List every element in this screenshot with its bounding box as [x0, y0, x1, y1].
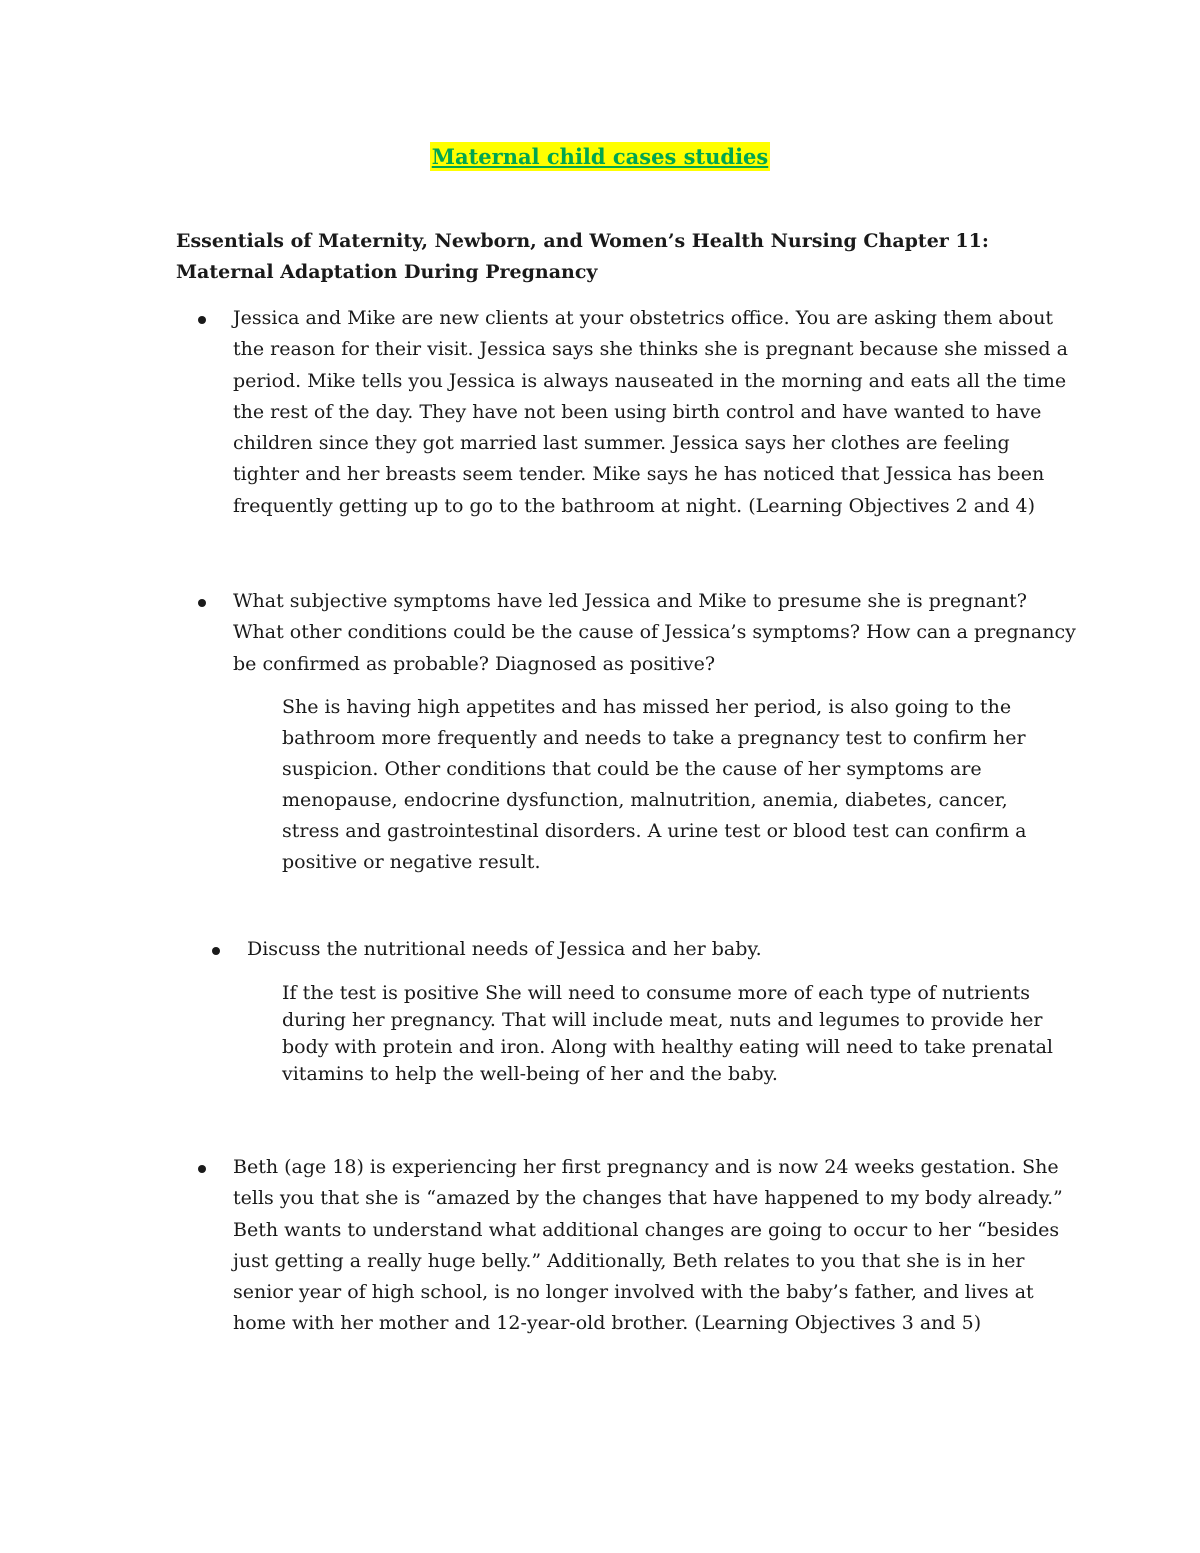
case-1-scenario-text: Jessica and Mike are new clients at your obstetrics office. You are asking them about the reason for their visit. Jessica says she thinks she is pregnant because she missed a period. Mike tells you Jessica is always nauseated in the morning and eats all the time the rest of the day. They have not been using birth control and have wanted to have children since they got married last summer. Jessica says her clothes are feeling tighter and her breasts seem tender. Mike says he has noticed that Jessica has been frequently getting up to go to the bathroom at night. (Learning Objectives 2 and 4)	[233, 307, 1068, 517]
case-1-question-2-text: Discuss the nutritional needs of Jessica and her baby.	[247, 938, 762, 960]
case-1-answer-1-text: She is having high appetites and has missed her period, is also going to the bathroom more frequently and needs to take a pregnancy test to confirm her suspicion. Other conditions that could be the cause of her symptoms are menopause, endocrine dysfunction, malnutrition, anemia, diabetes, cancer, stress and gastrointestinal disorders. A urine test or blood test can confirm a positive or negative result.	[282, 696, 1027, 873]
document-title	[0, 138, 1200, 176]
bullet-icon	[198, 1165, 206, 1173]
document-title-text: Maternal child cases studies	[431, 144, 769, 169]
list-item-case-1-question-1	[198, 586, 1078, 680]
bullet-icon	[198, 316, 206, 324]
case-1-question-1-text: What subjective symptoms have led Jessica and Mike to presume she is pregnant? What other conditions could be the cause of Jessica’s symptoms? How can a pregnancy be confirmed as probable? Diagnosed as positive?	[233, 590, 1076, 675]
bullet-icon	[212, 947, 220, 955]
list-item-case-1-question-2	[212, 934, 1072, 965]
case-1-answer-2-text: If the test is positive She will need to consume more of each type of nutrients during her pregnancy. That will include meat, nuts and legumes to provide her body with protein and iron. Along with healthy eating will need to take prenatal vitamins to help the well-being of her and the baby.	[282, 982, 1053, 1085]
list-item-case-2-scenario	[198, 1152, 1078, 1340]
chapter-heading: Essentials of Maternity, Newborn, and Women’s Health Nursing Chapter 11: Maternal Adaptation During Pregnancy	[176, 230, 989, 283]
case-2-scenario-text: Beth (age 18) is experiencing her first pregnancy and is now 24 weeks gestation. She tells you that she is “amazed by the changes that have happened to my body already.” Beth wants to understand what additional changes are going to occur to her “besides just getting a really huge belly.” Additionally, Beth relates to you that she is in her senior year of high school, is no longer involved with the baby’s father, and lives at home with her mother and 12-year-old brother. (Learning Objectives 3 and 5)	[233, 1156, 1063, 1335]
list-item-case-1-scenario	[198, 303, 1078, 522]
bullet-icon	[198, 599, 206, 607]
